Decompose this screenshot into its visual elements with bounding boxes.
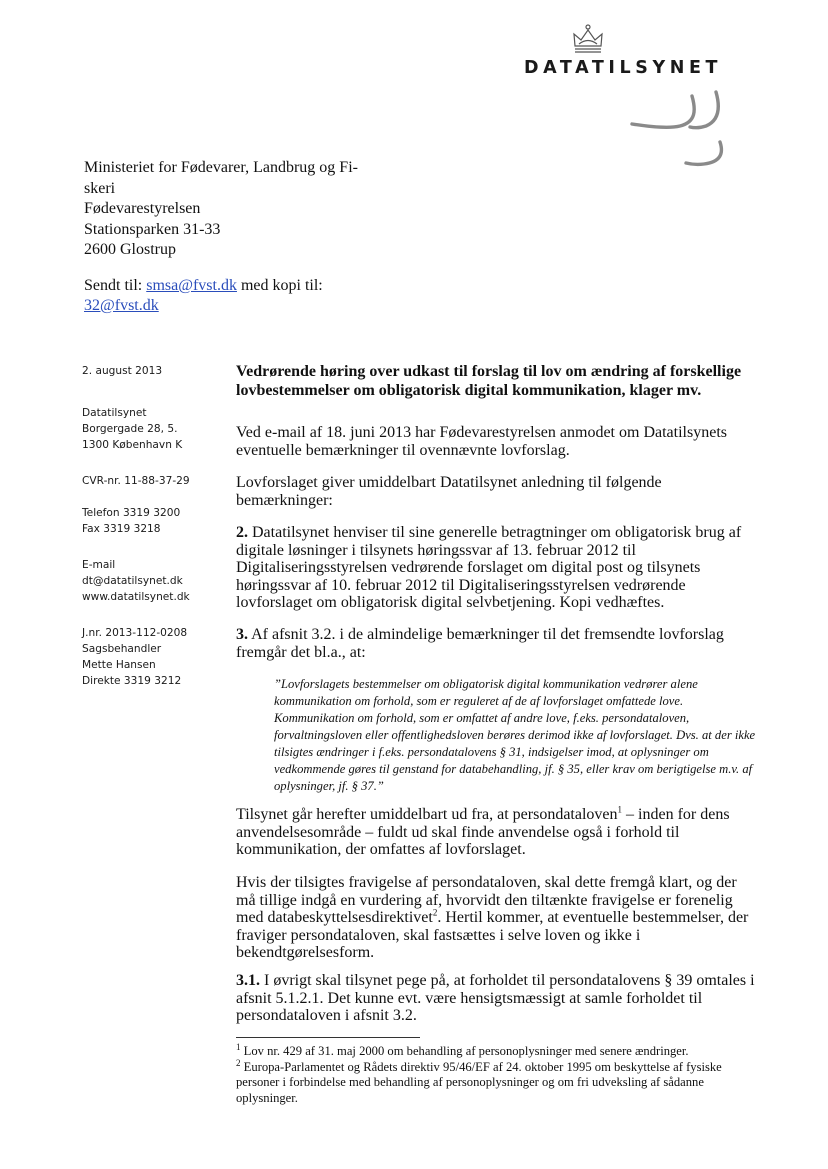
- paragraph-1: Ved e-mail af 18. juni 2013 har Fødevarestyrelsen anmodet om Datatilsynets eventuelle bemærkninger til ovennævnte lovforslag.: [236, 424, 727, 459]
- sender-phone: Telefon 3319 3200: [82, 507, 181, 519]
- sent-middle: med kopi til:: [236, 277, 323, 294]
- recipient-address: [84, 158, 384, 261]
- footnote-1-text: Lov nr. 429 af 31. maj 2000 om behandling af personoplysninger med senere ændringer.: [240, 1044, 689, 1058]
- letter-date: 2. august 2013: [82, 365, 163, 377]
- block-quote: ”Lovforslagets bestemmelser om obligatorisk digital kommunikation vedrører alene kommunikation om forhold, som er reguleret af de af lovforslaget omfattede love. Kommunikation om forhold, som er omfattet af andre love, f.eks. persondataloven, forvaltningsloven eller offentlighedsloven berøres derimod ikke af lovforslaget. Dvs. at der ikke tilsigtes ændringer i f.eks. persondatalovens § 31, indsigelser imod, at oplysninger om vedkommende gøres til genstand for databehandling, jf. § 35, eller krav om berigtigelse m.v. af oplysninger, jf. § 37.”: [274, 677, 756, 793]
- paragraph-4-text: Af afsnit 3.2. i de almindelige bemærkninger til det fremsendte lovforslag fremgår det bl.a., at:: [236, 626, 724, 661]
- paragraph-4: [236, 626, 756, 661]
- case-officer-name: Mette Hansen: [82, 659, 156, 671]
- footnote-ref-2[interactable]: 2: [432, 907, 438, 918]
- email-link-32[interactable]: 32@fvst.dk: [84, 297, 159, 314]
- case-officer-direct: Direkte 3319 3212: [82, 675, 182, 687]
- paragraph-7: [236, 972, 756, 1025]
- footnote-mark: 2: [236, 1057, 241, 1068]
- sender-email-label: E-mail: [82, 559, 116, 571]
- address-line: 2600 Glostrup: [84, 241, 176, 258]
- email-link-smsa[interactable]: smsa@fvst.dk: [146, 277, 237, 294]
- paragraph-3-text: Datatilsynet henviser til sine generelle betragtninger om obligatorisk brug af digitale løsninger i tilsynets høringssvar af 13. februar 2012 til Digitaliseringsstyrelsen vedrørende forslaget om digital post og tilsynets høringssvar af 10. februar 2012 til Digitaliseringsstyrelsen vedrørende lovforslaget om obligatorisk digital selvbetjening. Kopi vedhæftes.: [236, 524, 742, 611]
- address-line: skeri: [84, 179, 116, 197]
- paragraph-7-text: I øvrigt skal tilsynet pege på, at forholdet til persondatalovens § 39 omtales i afsnit 5.1.2.1. Det kunne evt. være hensigtsmæssigt at samle forholdet til persondataloven i afsnit 3.2.: [236, 972, 755, 1024]
- footnote-2-text: Europa-Parlamentet og Rådets direktiv 95/46/EF af 24. oktober 1995 om beskyttelse af fysiske personer i forbindelse med behandling af personoplysninger og om fri udveksling af sådanne oplysninger.: [236, 1059, 722, 1105]
- crown-logo-icon: [571, 24, 605, 54]
- sender-org: Datatilsynet: [82, 407, 147, 419]
- paragraph-5-text-cont: – inden for dens anvendelsesområde – fuldt ud skal finde anvendelse også i forhold til kommunikation, der omfattes af lovforslaget.: [236, 806, 730, 858]
- footnote-1: [236, 1041, 756, 1060]
- logo-wordmark: DATATILSYNET: [524, 58, 723, 78]
- section-number: 3.1.: [236, 972, 260, 989]
- sender-fax: Fax 3319 3218: [82, 523, 161, 535]
- footnote-2: [236, 1057, 756, 1107]
- footnote-ref-1[interactable]: 1: [617, 804, 623, 815]
- paragraph-5: [236, 806, 756, 859]
- section-number: 2.: [236, 524, 248, 541]
- paragraph-3: [236, 524, 756, 612]
- footnote-mark: 1: [236, 1041, 241, 1052]
- address-line: Ministeriet for Fødevarer, Landbrug og Fi-: [84, 159, 358, 176]
- section-number: 3.: [236, 626, 248, 643]
- sender-city: 1300 København K: [82, 439, 183, 451]
- footnotes: [236, 1041, 756, 1106]
- journal-number: J.nr. 2013-112-0208: [82, 627, 188, 639]
- sender-street: Borgergade 28, 5.: [82, 423, 178, 435]
- address-line: Stationsparken 31-33: [84, 220, 221, 238]
- case-officer-label: Sagsbehandler: [82, 643, 162, 655]
- paragraph-6-text: Hvis der tilsigtes fravigelse af persondataloven, skal dette fremgå klart, og der må tillige indgå en vurdering af, hvorvidt den tiltænkte fravigelse er forenelig med databeskyttelsesdirektivet: [236, 874, 737, 926]
- sent-to-line: [84, 276, 384, 316]
- paragraph-2: Lovforslaget giver umiddelbart Datatilsynet anledning til følgende bemærkninger:: [236, 474, 662, 509]
- handwritten-mark-icon: [620, 88, 740, 178]
- paragraph-5-text: Tilsynet går herefter umiddelbart ud fra, at persondataloven: [236, 806, 618, 823]
- paragraph-6: [236, 874, 756, 962]
- paragraph-6-text-cont: . Hertil kommer, at eventuelle bestemmelser, der fraviger persondataloven, skal fastsættes i selve loven og ikke i bekendtgørelsesform.: [236, 909, 749, 961]
- footnote-divider: [236, 1037, 420, 1038]
- sender-email[interactable]: dt@datatilsynet.dk: [82, 575, 183, 587]
- address-line: Fødevarestyrelsen: [84, 200, 201, 217]
- sender-cvr: CVR-nr. 11-88-37-29: [82, 475, 190, 487]
- sender-website[interactable]: www.datatilsynet.dk: [82, 591, 190, 603]
- letter-heading: Vedrørende høring over udkast til forslag til lov om ændring af forskellige lovbestemmelser om obligatorisk digital kommunikation, klager mv.: [236, 363, 742, 399]
- sent-prefix: Sendt til:: [84, 277, 147, 294]
